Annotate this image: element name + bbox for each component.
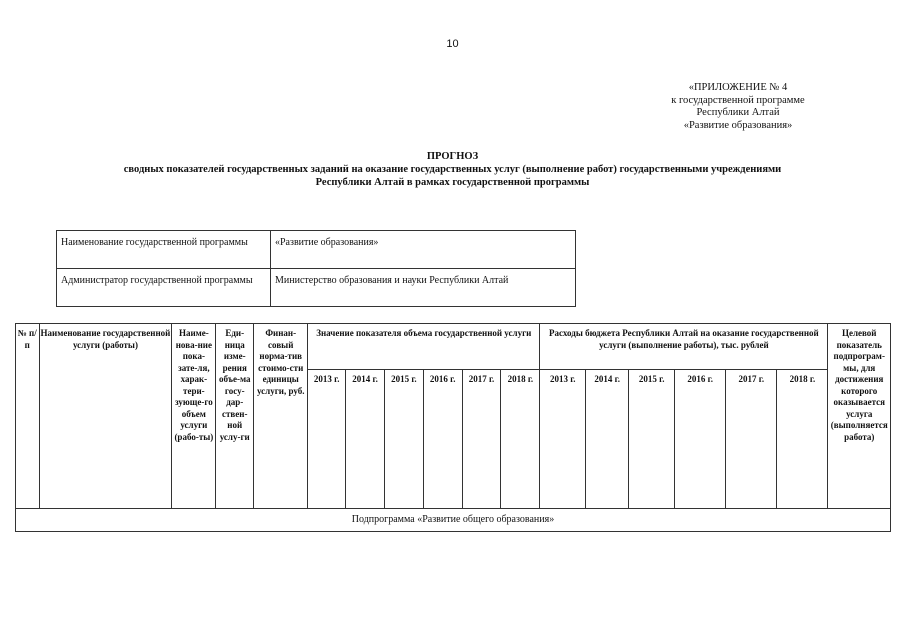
info-label: Администратор государственной программы <box>57 269 271 307</box>
header-unit: Еди-ница изме-рения объе-ма госу-дар-ствен-ной услу-ги <box>216 324 254 509</box>
volume-year-2014: 2014 г. <box>346 370 385 509</box>
appendix-line-1: «ПРИЛОЖЕНИЕ № 4 <box>688 82 788 93</box>
header-num: № п/п <box>16 324 40 509</box>
volume-year-2017: 2017 г. <box>462 370 501 509</box>
appendix-line-4: «Развитие образования» <box>683 119 793 131</box>
budget-year-2018: 2018 г. <box>777 370 828 509</box>
budget-year-2017: 2017 г. <box>726 370 777 509</box>
header-financial-norm: Финан-совый норма-тив стоимо-сти единицы услуги, руб. <box>254 324 308 509</box>
appendix-line-2: к государственной программе <box>671 94 805 106</box>
header-volume-group: Значение показателя объема государственной услуги <box>308 324 540 370</box>
budget-year-2013: 2013 г. <box>540 370 586 509</box>
budget-year-2016: 2016 г. <box>675 370 726 509</box>
volume-year-2013: 2013 г. <box>308 370 346 509</box>
title-line-2: Республики Алтай в рамках государственной программы <box>315 177 590 188</box>
header-budget-group: Расходы бюджета Республики Алтай на оказание государственной услуги (выполнение работы), тыс. рублей <box>540 324 828 370</box>
subprogram-title: Подпрограмма «Развитие общего образования» <box>16 509 891 532</box>
volume-year-2016: 2016 г. <box>423 370 462 509</box>
info-row <box>57 269 576 307</box>
header-row-1 <box>16 324 891 370</box>
appendix-header <box>640 82 836 132</box>
program-info-table <box>56 230 576 307</box>
appendix-line-3: Республики Алтай <box>696 107 780 118</box>
info-row <box>57 231 576 269</box>
forecast-table <box>15 323 891 532</box>
header-service-name: Наименование государственной услуги (работы) <box>39 324 172 509</box>
document-title <box>0 150 905 189</box>
subprogram-row <box>16 509 891 532</box>
title-line-1: сводных показателей государственных заданий на оказание государственных услуг (выполнение работ) государственными учреждениями <box>123 164 782 175</box>
header-target-indicator: Целевой показатель подпрограм-мы, для достижения которого оказывается услуга (выполняется работа) <box>828 324 891 509</box>
info-value: «Развитие образования» <box>271 231 576 269</box>
header-indicator-name: Наиме-нова-ние пока-зате-ля, харак-тери-зующе-го объем услуги (рабо-ты) <box>172 324 216 509</box>
volume-year-2018: 2018 г. <box>501 370 540 509</box>
budget-year-2014: 2014 г. <box>586 370 629 509</box>
info-label: Наименование государственной программы <box>57 231 271 269</box>
volume-year-2015: 2015 г. <box>384 370 423 509</box>
info-value: Министерство образования и науки Республики Алтай <box>271 269 576 307</box>
title-heading: ПРОГНОЗ <box>426 151 479 162</box>
budget-year-2015: 2015 г. <box>629 370 675 509</box>
page-number: 10 <box>446 38 459 50</box>
